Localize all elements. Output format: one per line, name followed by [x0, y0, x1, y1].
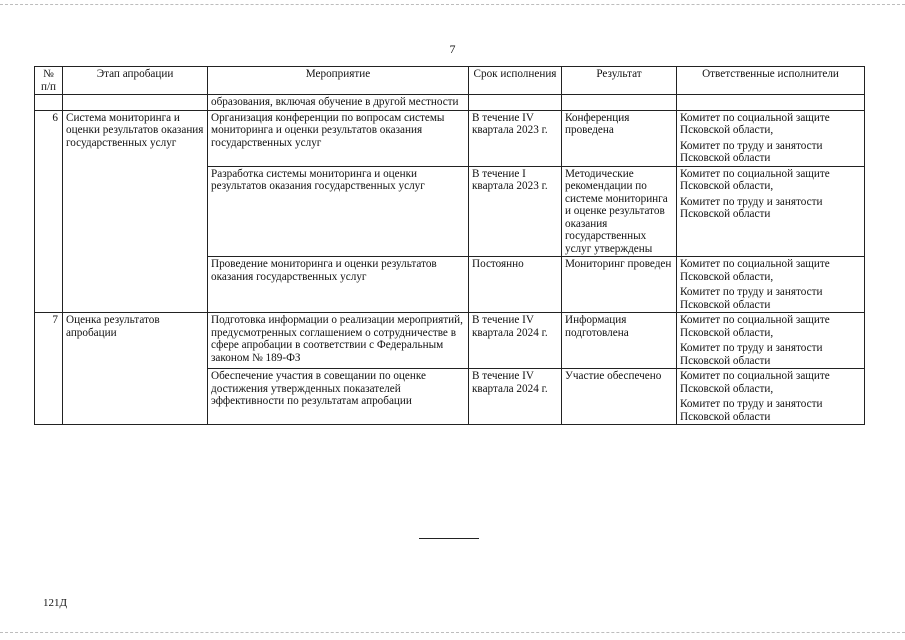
scan-edge-top	[0, 4, 905, 5]
document-code: 121Д	[43, 597, 68, 609]
responsible-1: Комитет по социальной защите Псковской области,	[680, 370, 830, 395]
cell-stage	[63, 95, 208, 111]
cell-responsible	[677, 257, 865, 313]
cell-num: 6	[35, 110, 63, 313]
cell-responsible	[677, 110, 865, 166]
table-row	[35, 313, 865, 369]
responsible-2: Комитет по труду и занятости Псковской области	[680, 398, 823, 423]
cell-event: образования, включая обучение в другой местности	[208, 95, 469, 111]
responsible-2: Комитет по труду и занятости Псковской области	[680, 342, 823, 367]
table-row	[35, 110, 865, 166]
cell-event: Подготовка информации о реализации мероприятий, предусмотренных соглашением о сотрудничестве в сфере апробации в соответствии с Федеральным законом № 189-ФЗ	[208, 313, 469, 369]
header-event: Мероприятие	[208, 67, 469, 95]
responsible-2: Комитет по труду и занятости Псковской области	[680, 139, 823, 164]
cell-num	[35, 95, 63, 111]
cell-result: Мониторинг проведен	[562, 257, 677, 313]
responsible-1: Комитет по социальной защите Псковской области,	[680, 111, 830, 136]
scan-edge-bottom	[0, 632, 905, 633]
table-header-row	[35, 67, 865, 95]
cell-event: Организация конференции по вопросам системы мониторинга и оценки результатов оказания государственных услуг	[208, 110, 469, 166]
cell-responsible	[677, 95, 865, 111]
cell-result: Участие обеспечено	[562, 369, 677, 425]
cell-deadline: В течение IV квартала 2024 г.	[469, 369, 562, 425]
cell-result: Методические рекомендации по системе мониторинга и оценке результатов оказания государственных услуг утверждены	[562, 166, 677, 257]
responsible-1: Комитет по социальной защите Псковской области,	[680, 314, 830, 339]
cell-responsible	[677, 313, 865, 369]
header-num: № п/п	[35, 67, 63, 95]
closing-rule	[419, 538, 479, 539]
cell-result: Конференция проведена	[562, 110, 677, 166]
responsible-1: Комитет по социальной защите Псковской области,	[680, 258, 830, 283]
cell-deadline: В течение I квартала 2023 г.	[469, 166, 562, 257]
responsible-1: Комитет по социальной защите Псковской области,	[680, 167, 830, 192]
cell-responsible	[677, 166, 865, 257]
header-stage: Этап апробации	[63, 67, 208, 95]
header-result: Результат	[562, 67, 677, 95]
header-responsible: Ответственные исполнители	[677, 67, 865, 95]
page-number: 7	[449, 42, 456, 56]
responsible-2: Комитет по труду и занятости Псковской области	[680, 195, 823, 220]
cell-deadline: В течение IV квартала 2023 г.	[469, 110, 562, 166]
cell-responsible	[677, 369, 865, 425]
table-row-continuation	[35, 95, 865, 111]
header-deadline: Срок исполнения	[469, 67, 562, 95]
cell-event: Обеспечение участия в совещании по оценке достижения утвержденных показателей эффективности по результатам апробации	[208, 369, 469, 425]
cell-deadline	[469, 95, 562, 111]
responsible-2: Комитет по труду и занятости Псковской области	[680, 286, 823, 311]
cell-event: Разработка системы мониторинга и оценки результатов оказания государственных услуг	[208, 166, 469, 257]
cell-stage: Оценка результатов апробации	[63, 313, 208, 425]
cell-result	[562, 95, 677, 111]
cell-deadline: В течение IV квартала 2024 г.	[469, 313, 562, 369]
cell-stage: Система мониторинга и оценки результатов оказания государственных услуг	[63, 110, 208, 313]
cell-deadline: Постоянно	[469, 257, 562, 313]
cell-result: Информация подготовлена	[562, 313, 677, 369]
cell-event: Проведение мониторинга и оценки результатов оказания государственных услуг	[208, 257, 469, 313]
approbation-plan-table	[34, 66, 865, 425]
cell-num: 7	[35, 313, 63, 425]
